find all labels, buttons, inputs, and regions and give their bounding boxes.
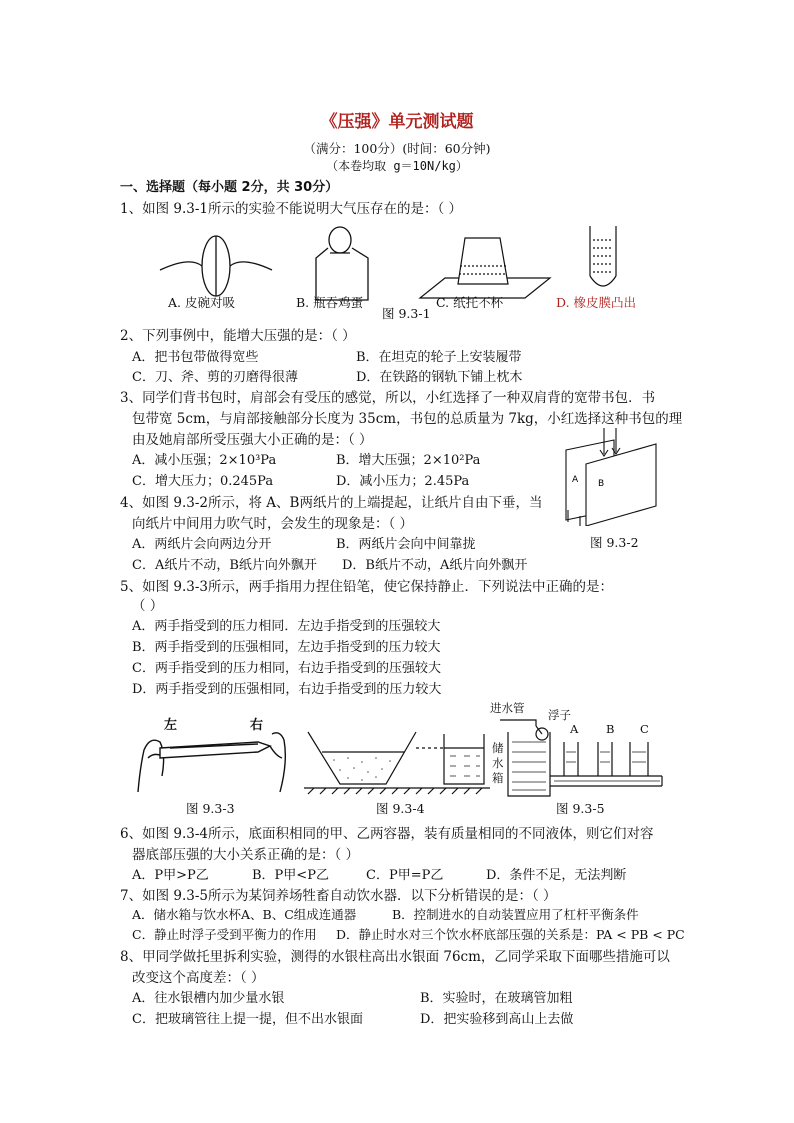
gravity-note: （本卷均取 g＝10N/kg） — [326, 159, 468, 173]
question-3-line-1: 3、同学们背书包时，肩部会有受压的感觉，所以，小红选择了一种双肩背的宽带书包．书 — [120, 390, 656, 406]
cup-paper-drawing — [420, 238, 550, 298]
figure-9-3-3 — [130, 728, 300, 798]
q4-option-d[interactable]: D．B纸片不动，A纸片向外飘开 — [342, 558, 528, 573]
q2-option-c[interactable]: C．刀、斧、剪的刃磨得很薄 — [132, 370, 298, 385]
q6-option-b[interactable]: B．P甲<P乙 — [252, 868, 329, 883]
fig5-cup-b: B — [606, 722, 615, 736]
q7-option-a[interactable]: A．储水箱与饮水杯A、B、C组成连通器 — [132, 907, 357, 922]
figure-9-3-4 — [304, 728, 490, 800]
q3-option-a[interactable]: A．减小压强；2×10³Pa — [132, 453, 277, 468]
question-7: 7、如图 9.3-5所示为某饲养场牲畜自动饮水器．以下分析错误的是：（ ） — [120, 888, 557, 904]
q8-option-c[interactable]: C．把玻璃管往上提一提，但不出水银面 — [132, 1012, 363, 1027]
q5-option-a[interactable]: A．两手指受到的压力相同．左边手指受到的压强较大 — [132, 619, 441, 634]
q4-option-a[interactable]: A．两纸片会向两边分开 — [132, 537, 272, 552]
figure-9-3-5 — [500, 712, 670, 802]
paper-label-b: B — [598, 479, 605, 489]
question-4-line-2: 向纸片中间用力吹气时，会发生的现象是：（ ） — [132, 516, 414, 532]
question-2: 2、下列事例中，能增大压强的是：（ ） — [120, 328, 356, 344]
suction-cups-drawing — [160, 236, 272, 296]
bottle-egg-drawing — [316, 227, 368, 300]
fig5-float-label: 浮子 — [548, 708, 571, 722]
question-3-line-3: 由及她肩部所受压强大小正确的是：（ ） — [132, 432, 373, 448]
q2-option-a[interactable]: A．把书包带做得宽些 — [132, 350, 259, 365]
q8-option-a[interactable]: A．往水银槽内加少量水银 — [132, 991, 285, 1006]
fig1-label-b: B. 瓶吞鸡蛋 — [296, 295, 364, 310]
question-3-line-2: 包带宽 5cm，与肩部接触部分长度为 35cm，书包的总质量为 7kg，小红选择这种书包的理 — [132, 411, 683, 427]
question-5-line-1: 5、如图 9.3-3所示，两手指用力捏住铅笔，使它保持静止．下列说法中正确的是： — [120, 579, 613, 595]
paper-label-a: A — [572, 475, 579, 485]
section-heading: 一、选择题（每小题 2分，共 30分） — [120, 180, 339, 195]
q4-option-c[interactable]: C．A纸片不动，B纸片向外飘开 — [132, 558, 317, 573]
fig3-caption: 图 9.3-3 — [186, 801, 235, 816]
fig5-tank-label-3: 箱 — [492, 771, 504, 785]
q7-option-d[interactable]: D．静止时水对三个饮水杯底部压强的关系是：PA < PB < PC — [336, 927, 685, 942]
fig3-right-label: 右 — [250, 718, 264, 733]
q6-option-d[interactable]: D．条件不足，无法判断 — [486, 868, 627, 883]
q5-option-b[interactable]: B．两手指受到的压强相同，左边手指受到的压力较大 — [132, 640, 441, 655]
question-6-line-2: 器底部压强的大小关系正确的是：（ ） — [132, 847, 360, 863]
fig5-pipe-label: 进水管 — [490, 701, 525, 715]
q5-option-d[interactable]: D．两手指受到的压强相同，右边手指受到的压力较大 — [132, 682, 442, 697]
question-1: 1、如图 9.3-1所示的实验不能说明大气压存在的是：（ ） — [120, 201, 463, 217]
figure-9-3-2 — [556, 426, 666, 526]
fig1-caption: 图 9.3-1 — [382, 306, 431, 321]
q5-option-c[interactable]: C．两手指受到的压力相同，右边手指受到的压强较大 — [132, 661, 441, 676]
fig5-cup-a: A — [570, 722, 579, 736]
q3-option-d[interactable]: D．减小压力；2.45Pa — [336, 474, 470, 489]
q8-option-b[interactable]: B．实验时，在玻璃管加粗 — [420, 991, 573, 1006]
fig5-cup-c: C — [640, 722, 649, 736]
q7-option-c[interactable]: C．静止时浮子受到平衡力的作用 — [132, 927, 317, 942]
fig1-label-d: D. 橡皮膜凸出 — [556, 295, 637, 310]
fig4-caption: 图 9.3-4 — [376, 801, 425, 816]
fig2-caption: 图 9.3-2 — [590, 535, 639, 550]
q7-option-b[interactable]: B．控制进水的自动装置应用了杠杆平衡条件 — [392, 907, 639, 922]
q3-option-b[interactable]: B．增大压强；2×10²Pa — [336, 453, 481, 468]
fig1-label-a: A. 皮碗对吸 — [168, 295, 235, 310]
fig3-left-label: 左 — [164, 718, 178, 733]
page-title: 《压强》单元测试题 — [320, 112, 474, 132]
q6-option-a[interactable]: A．P甲>P乙 — [132, 868, 209, 883]
fig5-tank-label-1: 储 — [492, 741, 504, 755]
question-4-line-1: 4、如图 9.3-2所示，将 A、B两纸片的上端提起，让纸片自由下垂，当 — [120, 495, 543, 511]
q2-option-b[interactable]: B．在坦克的轮子上安装履带 — [356, 350, 522, 365]
q8-option-d[interactable]: D．把实验移到高山上去做 — [420, 1012, 574, 1027]
q2-option-d[interactable]: D．在铁路的钢轨下铺上枕木 — [356, 370, 523, 385]
question-8-line-2: 改变这个高度差：（ ） — [132, 970, 265, 986]
q4-option-b[interactable]: B．两纸片会向中间靠拢 — [336, 537, 476, 552]
question-6-line-1: 6、如图 9.3-4所示，底面积相同的甲、乙两容器，装有质量相同的不同液体，则它们对容 — [120, 826, 654, 842]
score-time-info: （满分：100分）(时间：60分钟) — [303, 141, 491, 156]
fig5-caption: 图 9.3-5 — [556, 801, 605, 816]
question-8-line-1: 8、甲同学做托里拆利实验，测得的水银柱高出水银面 76cm，乙同学采取下面哪些措施可以 — [120, 949, 670, 965]
fig1-label-c: C. 纸托不杯 — [436, 295, 504, 310]
fig5-tank-label-2: 水 — [492, 756, 504, 770]
tube-membrane-drawing — [590, 226, 616, 286]
question-5-line-2: （ ） — [132, 598, 164, 614]
q6-option-c[interactable]: C．P甲=P乙 — [366, 868, 444, 883]
q3-option-c[interactable]: C．增大压力；0.245Pa — [132, 474, 274, 489]
